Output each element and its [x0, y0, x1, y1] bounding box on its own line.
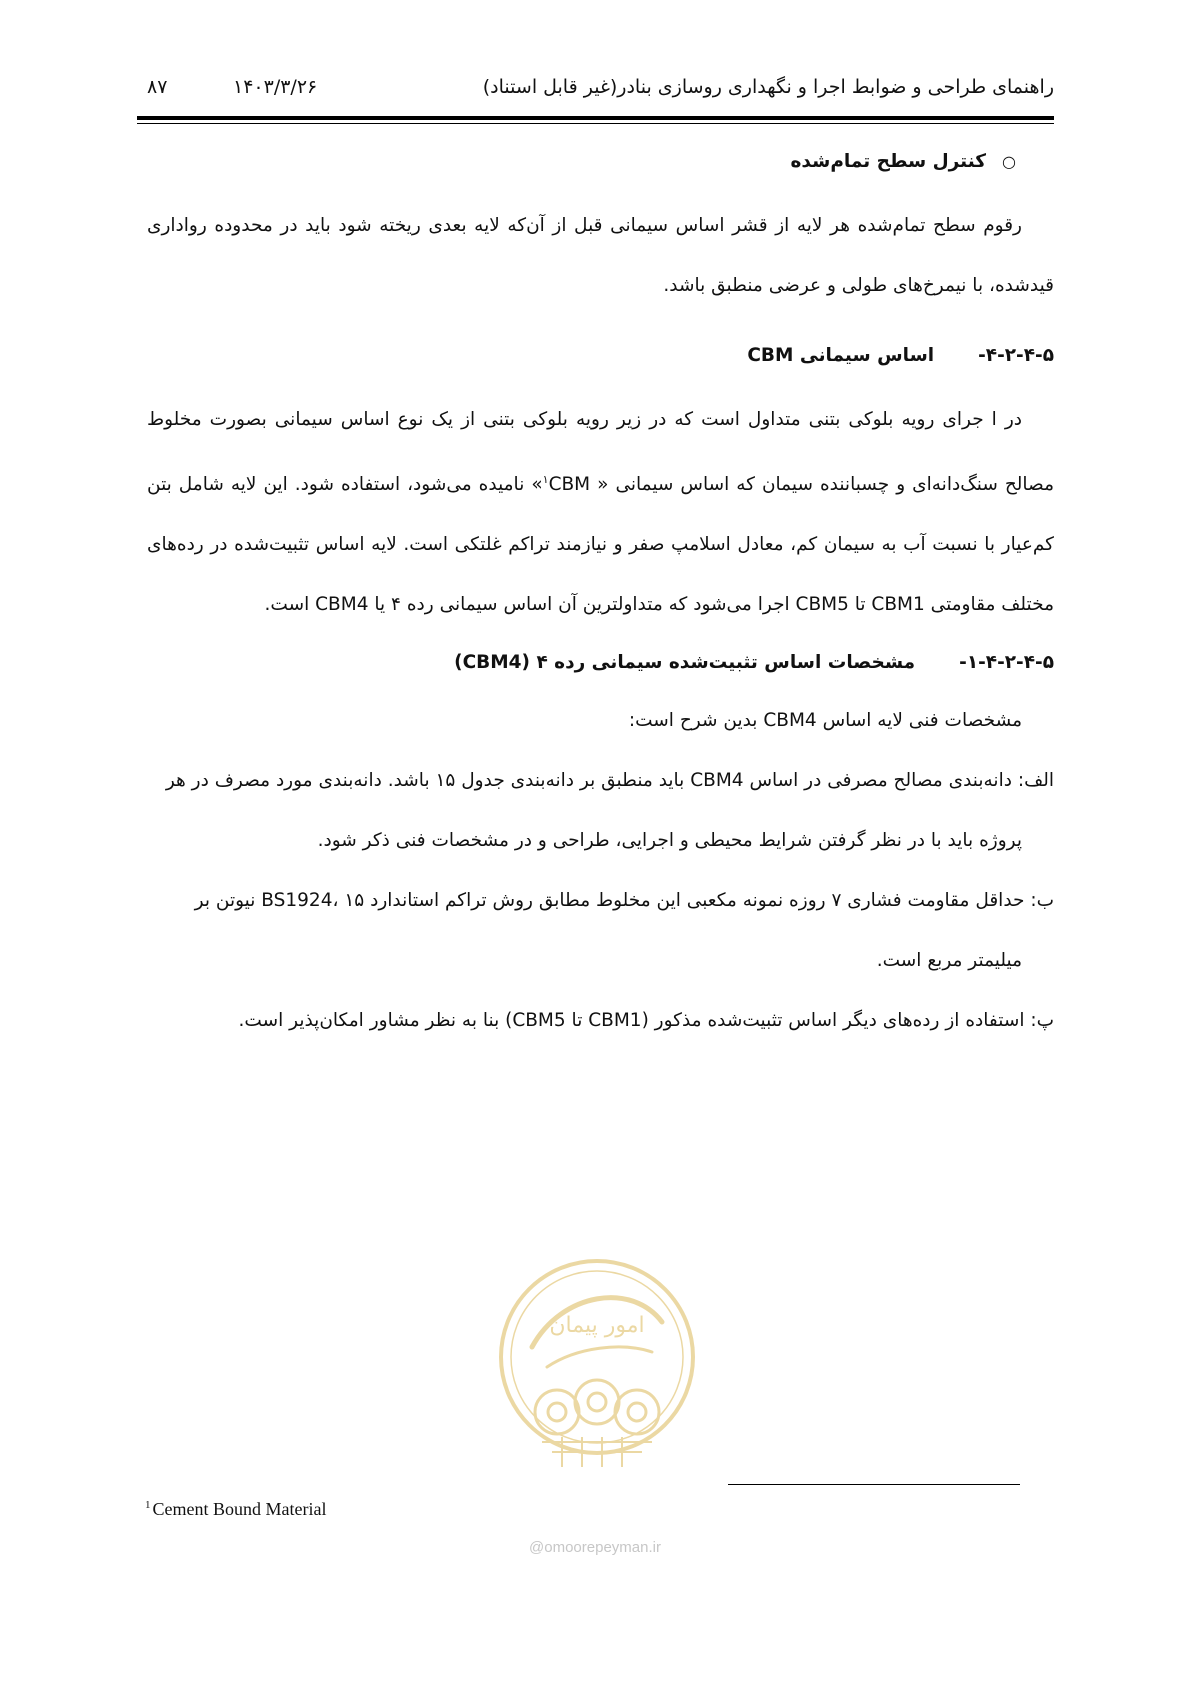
footnote-reference: ۱ — [542, 473, 549, 486]
footnote-marker: 1 — [145, 1499, 151, 1511]
watermark-site: @omoorepeyman.ir — [529, 1539, 661, 1556]
subsection-title — [147, 144, 1054, 180]
footnote-text: Cement Bound Material — [152, 1499, 327, 1519]
paragraph-cbm — [147, 390, 1054, 635]
section-heading-cbm — [147, 336, 1054, 376]
circle-bullet-icon: ○ — [1002, 152, 1016, 171]
subsection-title-text: کنترل سطح تمام‌شده — [790, 151, 987, 172]
section-number: ۴-۲-۴-۵- — [978, 345, 1054, 366]
footnote — [145, 1499, 326, 1520]
list-item — [137, 871, 1054, 991]
list-item — [137, 751, 1054, 871]
section-heading-cbm4 — [147, 643, 1054, 683]
header-date: ۱۴۰۳/۳/۲۶ — [233, 76, 318, 98]
page-number: ۸۷ — [147, 76, 168, 98]
header-title: راهنمای طراحی و ضوابط اجرا و نگهداری روسازی بنادر(غیر قابل استناد) — [482, 76, 1054, 98]
header-rule-thin — [137, 123, 1054, 124]
paragraph-surface-control: رقوم سطح تمام‌شده هر لایه از قشر اساس سیمانی قبل از آن‌که لایه بعدی ریخته شود باید در محدوده رواداری قیدشده، با نیمرخ‌های طولی و عرضی منطبق باشد. — [147, 215, 1054, 296]
list-item-first-line: ب: حداقل مقاومت فشاری ۷ روزه نمونه مکعبی این مخلوط مطابق روش تراکم استاندارد BS1924، ۱۵ نیوتن بر — [194, 890, 1054, 912]
list-item-continuation: میلیمتر مربع است. — [876, 950, 1022, 972]
list-item-first-line: الف: دانه‌بندی مصالح مصرفی در اساس CBM4 باید منطبق بر دانه‌بندی جدول ۱۵ باشد. دانه‌بندی مورد مصرف در هر — [165, 770, 1054, 792]
list-item-first-line: پ: استفاده از رده‌های دیگر اساس تثبیت‌شده مذکور (CBM1 تا CBM5) بنا به نظر مشاور امکان‌پذیر است. — [238, 1010, 1054, 1032]
header-rule-thick — [137, 116, 1054, 120]
section-title: مشخصات اساس تثبیت‌شده سیمانی رده ۴ (CBM4) — [454, 652, 916, 674]
watermark-logo — [492, 1252, 702, 1572]
paragraph-cbm-part2: CBM» نامیده می‌شود، استفاده شود. این لایه شامل بتن کم‌عیار با نسبت آب به سیمان کم، معادل اسلامپ صفر و نیازمند تراکم غلتکی است. لایه اساس تثبیت‌شده در رده‌های مختلف مقاومتی CBM1 تا CBM5 اجرا می‌شود که متداولترین آن اساس سیمانی رده ۴ یا CBM4 است. — [147, 474, 1054, 616]
footnote-separator — [728, 1484, 1020, 1485]
list-item-continuation: پروژه باید با در نظر گرفتن شرایط محیطی و اجرایی، طراحی و در مشخصات فنی ذکر شود. — [317, 830, 1022, 852]
page-header — [137, 74, 1054, 110]
section-title: اساس سیمانی CBM — [747, 345, 935, 366]
list-item — [147, 991, 1054, 1051]
watermark-logo-text: امور پیمان — [549, 1313, 645, 1338]
document-body — [147, 144, 1054, 1051]
paragraph-cbm-part1: در ا جرای رویه بلوکی بتنی متداول است که در زیر رویه بلوکی بتنی از یک نوع اساس سیمانی بصورت مخلوط مصالح سنگ‌دانه‌ای و چسباننده سیمان که اساس سیمانی « — [147, 409, 1054, 496]
paragraph-lead: مشخصات فنی لایه اساس CBM4 بدین شرح است: — [628, 710, 1022, 732]
section-number: ۱-۴-۲-۴-۵- — [959, 652, 1054, 674]
watermark-seal-icon — [492, 1252, 702, 1532]
